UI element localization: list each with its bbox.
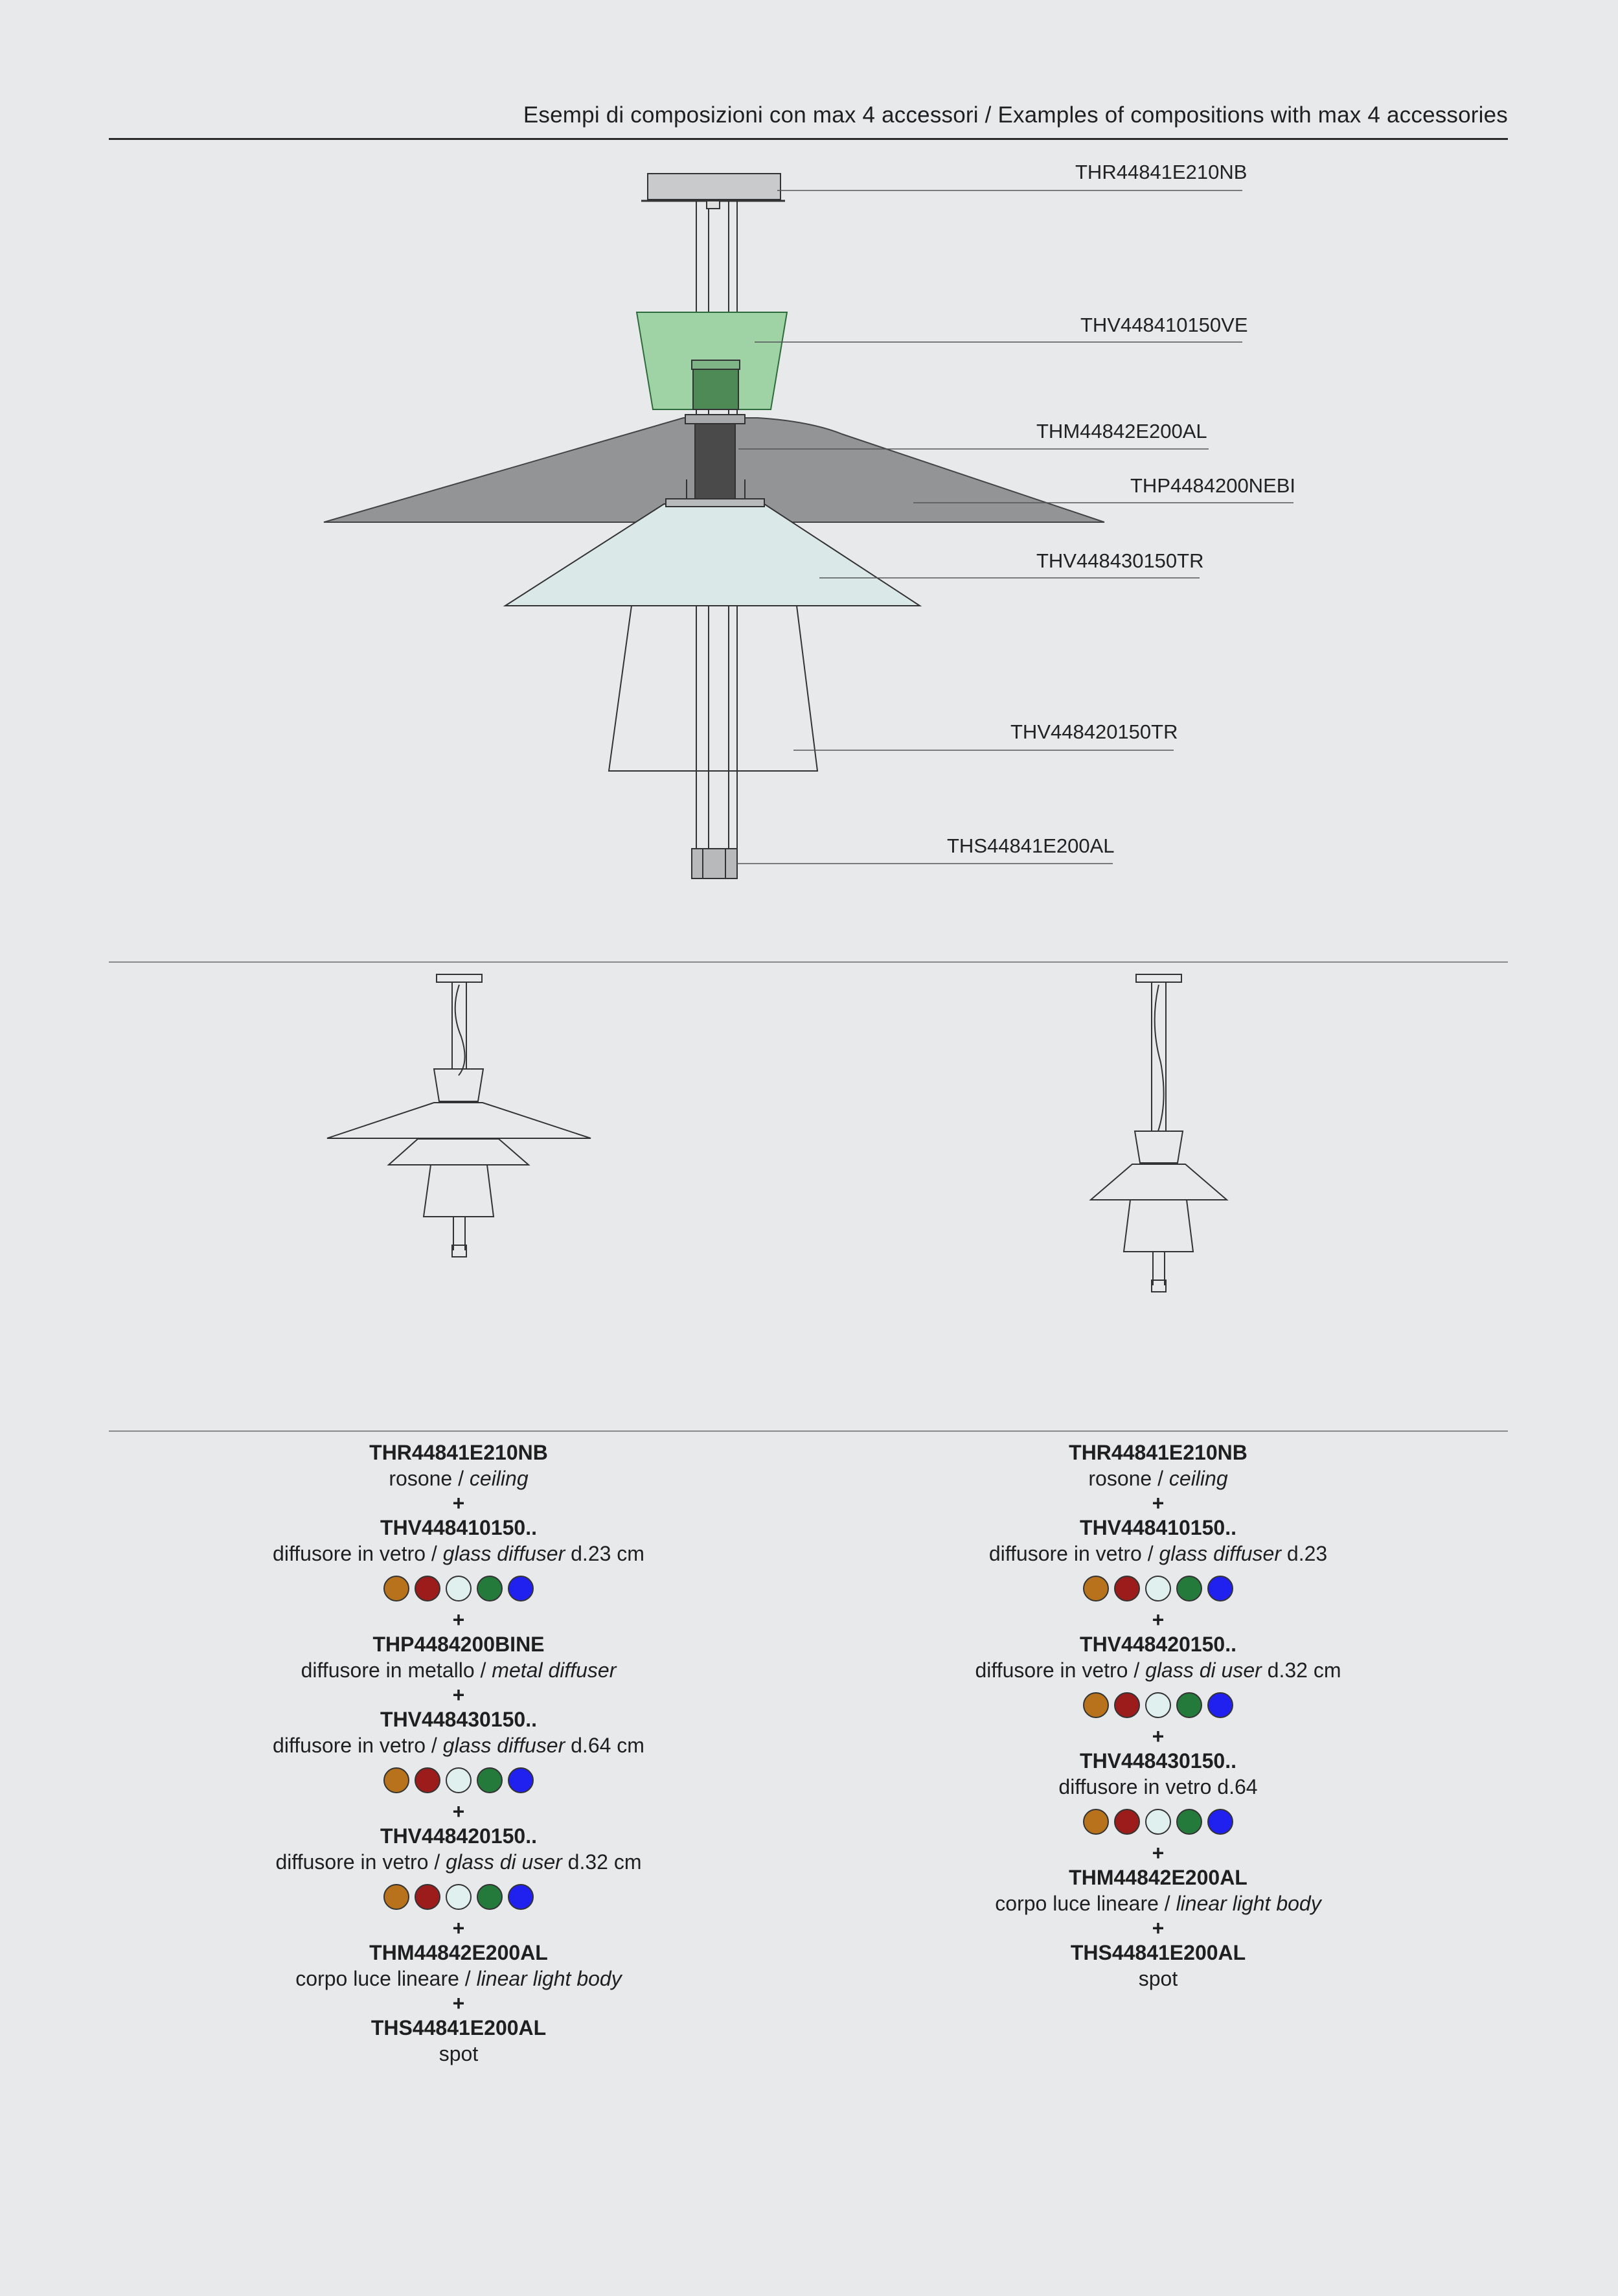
color-swatch <box>446 1767 472 1793</box>
callout-wide-glass: THV448430150TR <box>1036 549 1204 572</box>
color-swatch <box>446 1884 472 1910</box>
item-code: THS44841E200AL <box>370 2016 547 2039</box>
composition-left-list <box>148 1440 769 2067</box>
section-divider-2 <box>109 1430 1508 1432</box>
plus-sign: + <box>1152 1608 1165 1631</box>
item-code: THV448420150.. <box>1080 1633 1236 1656</box>
plus-sign: + <box>452 1608 465 1631</box>
color-swatches <box>148 1576 769 1601</box>
callout-cone-glass: THV448420150TR <box>1010 720 1178 743</box>
color-swatch <box>1083 1692 1109 1718</box>
item-code: THM44842E200AL <box>369 1941 548 1964</box>
color-swatch <box>477 1884 503 1910</box>
color-swatches <box>148 1884 769 1910</box>
color-swatches <box>847 1692 1469 1718</box>
color-swatch <box>508 1884 534 1910</box>
item-description: rosone / ceiling <box>389 1467 529 1490</box>
color-swatch <box>1207 1809 1233 1835</box>
callout-light-body: THM44842E200AL <box>1036 420 1207 442</box>
plus-sign: + <box>452 1683 465 1706</box>
item-description: diffusore in vetro / glass di user d.32 cm <box>275 1850 642 1874</box>
callout-metal-diffuser: THP4484200NEBI <box>1130 474 1296 497</box>
plus-sign: + <box>452 1992 465 2015</box>
plus-sign: + <box>1152 1916 1165 1940</box>
composition-right-list <box>847 1440 1469 1992</box>
color-swatch <box>1176 1692 1202 1718</box>
color-swatch <box>415 1767 440 1793</box>
callout-spot: THS44841E200AL <box>947 834 1115 857</box>
color-swatch <box>477 1576 503 1601</box>
item-code: THR44841E210NB <box>369 1441 548 1464</box>
item-description: spot <box>439 2042 479 2065</box>
color-swatch <box>1207 1576 1233 1601</box>
color-swatch <box>1207 1692 1233 1718</box>
item-description: diffusore in vetro / glass di user d.32 cm <box>975 1659 1341 1682</box>
color-swatch <box>508 1767 534 1793</box>
color-swatches <box>148 1767 769 1793</box>
item-code: THM44842E200AL <box>1069 1866 1248 1889</box>
item-description: diffusore in vetro / glass diffuser d.64 cm <box>273 1734 644 1757</box>
plus-sign: + <box>1152 1491 1165 1515</box>
plus-sign: + <box>1152 1841 1165 1865</box>
callout-rose: THR44841E210NB <box>1075 161 1248 183</box>
color-swatches <box>847 1809 1469 1835</box>
color-swatch <box>415 1576 440 1601</box>
color-swatch <box>383 1767 409 1793</box>
item-code: THP4484200BINE <box>372 1633 545 1656</box>
plus-sign: + <box>452 1800 465 1823</box>
plus-sign: + <box>1152 1725 1165 1748</box>
color-swatch <box>1145 1692 1171 1718</box>
composition-left-drawing <box>327 974 591 1257</box>
color-swatch <box>1176 1809 1202 1835</box>
color-swatches <box>847 1576 1469 1601</box>
color-swatch <box>1083 1576 1109 1601</box>
item-description: rosone / ceiling <box>1088 1467 1228 1490</box>
color-swatch <box>446 1576 472 1601</box>
color-swatch <box>477 1767 503 1793</box>
item-description: corpo luce lineare / linear light body <box>995 1892 1321 1915</box>
item-code: THV448420150.. <box>380 1824 537 1848</box>
color-swatch <box>1145 1576 1171 1601</box>
item-code: THR44841E210NB <box>1069 1441 1248 1464</box>
item-code: THV448410150.. <box>380 1516 537 1539</box>
composition-right-drawing <box>1091 974 1227 1292</box>
plus-sign: + <box>452 1916 465 1940</box>
item-code: THV448410150.. <box>1080 1516 1236 1539</box>
main-lamp-drawing <box>324 174 1104 878</box>
page-title: Esempi di composizioni con max 4 accessori / Examples of compositions with max 4 accessories <box>523 102 1508 128</box>
item-description: diffusore in vetro d.64 <box>1058 1775 1258 1798</box>
color-swatch <box>415 1884 440 1910</box>
color-swatch <box>1114 1576 1140 1601</box>
item-description: diffusore in metallo / metal diffuser <box>301 1659 617 1682</box>
color-swatch <box>1083 1809 1109 1835</box>
item-description: spot <box>1138 1967 1178 1990</box>
color-swatch <box>1176 1576 1202 1601</box>
plus-sign: + <box>452 1491 465 1515</box>
callout-green-diffuser: THV448410150VE <box>1080 314 1248 336</box>
item-description: diffusore in vetro / glass diffuser d.23 <box>988 1542 1328 1565</box>
item-code: THV448430150.. <box>380 1708 537 1731</box>
color-swatch <box>383 1576 409 1601</box>
item-description: corpo luce lineare / linear light body <box>295 1967 622 1990</box>
color-swatch <box>1114 1692 1140 1718</box>
item-code: THS44841E200AL <box>1070 1941 1246 1964</box>
color-swatch <box>383 1884 409 1910</box>
color-swatch <box>1114 1809 1140 1835</box>
item-code: THV448430150.. <box>1080 1749 1236 1773</box>
color-swatch <box>508 1576 534 1601</box>
item-description: diffusore in vetro / glass diffuser d.23 cm <box>273 1542 644 1565</box>
color-swatch <box>1145 1809 1171 1835</box>
